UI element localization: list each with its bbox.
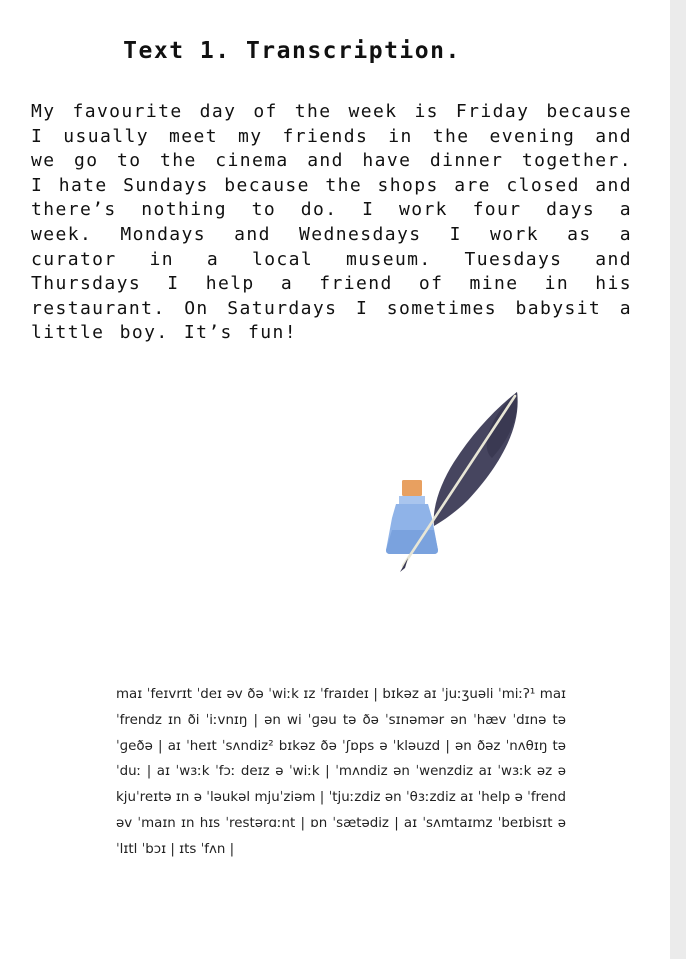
quill-and-inkwell-icon <box>370 388 530 578</box>
page-title: Text 1. Transcription. <box>123 38 461 64</box>
scrollbar-track[interactable] <box>670 0 686 959</box>
bottle-cap-shape <box>402 480 422 496</box>
phonetic-transcription: maɪ ˈfeɪvrɪt ˈdeɪ əv ðə ˈwiːk ɪz ˈfraɪdeɪ | bɪkəz aɪ ˈjuːʒuəli ˈmiːʔ¹ maɪ ˈfrendz ɪn ði ˈiːvnɪŋ | ən wi ˈɡəu tə ðə ˈsɪnəmər ən ˈhæv ˈdɪnə təˈɡeðə | aɪ ˈheɪt ˈsʌndiz² bɪkəz ðə ˈʃɒps ə ˈkləuzd | ən ðəz ˈnʌθɪŋ tə ˈduː | aɪ ˈwɜːk ˈfɔː deɪz ə ˈwiːk | ˈmʌndiz ən ˈwenzdiz aɪ ˈwɜːk əz ə kjuˈreɪtə ɪn ə ˈləukəl mjuˈziəm | ˈtjuːzdiz ən ˈθɜːzdiz aɪ ˈhelp ə ˈfrend əv ˈmaɪn ɪn hɪs ˈrestərɑːnt | ɒn ˈsætədiz | aɪ ˈsʌmtaɪmz ˈbeɪbisɪt ə ˈlɪtl ˈbɔɪ | ɪts ˈfʌn | <box>116 687 566 857</box>
bottle-neck-shape <box>399 496 425 504</box>
text-paragraph: My favourite day of the week is Friday because I usually meet my friends in the evening and we go to the cinema and have dinner together. I hate Sundays because the shops are closed and there’s nothing to do. I work four days a week. Mondays and Wednesdays I work as a curator in a local museum. Tuesdays and Thursdays I help a friend of mine in his restaurant. On Saturdays I sometimes babysit a little boy. It’s fun! <box>31 101 632 344</box>
